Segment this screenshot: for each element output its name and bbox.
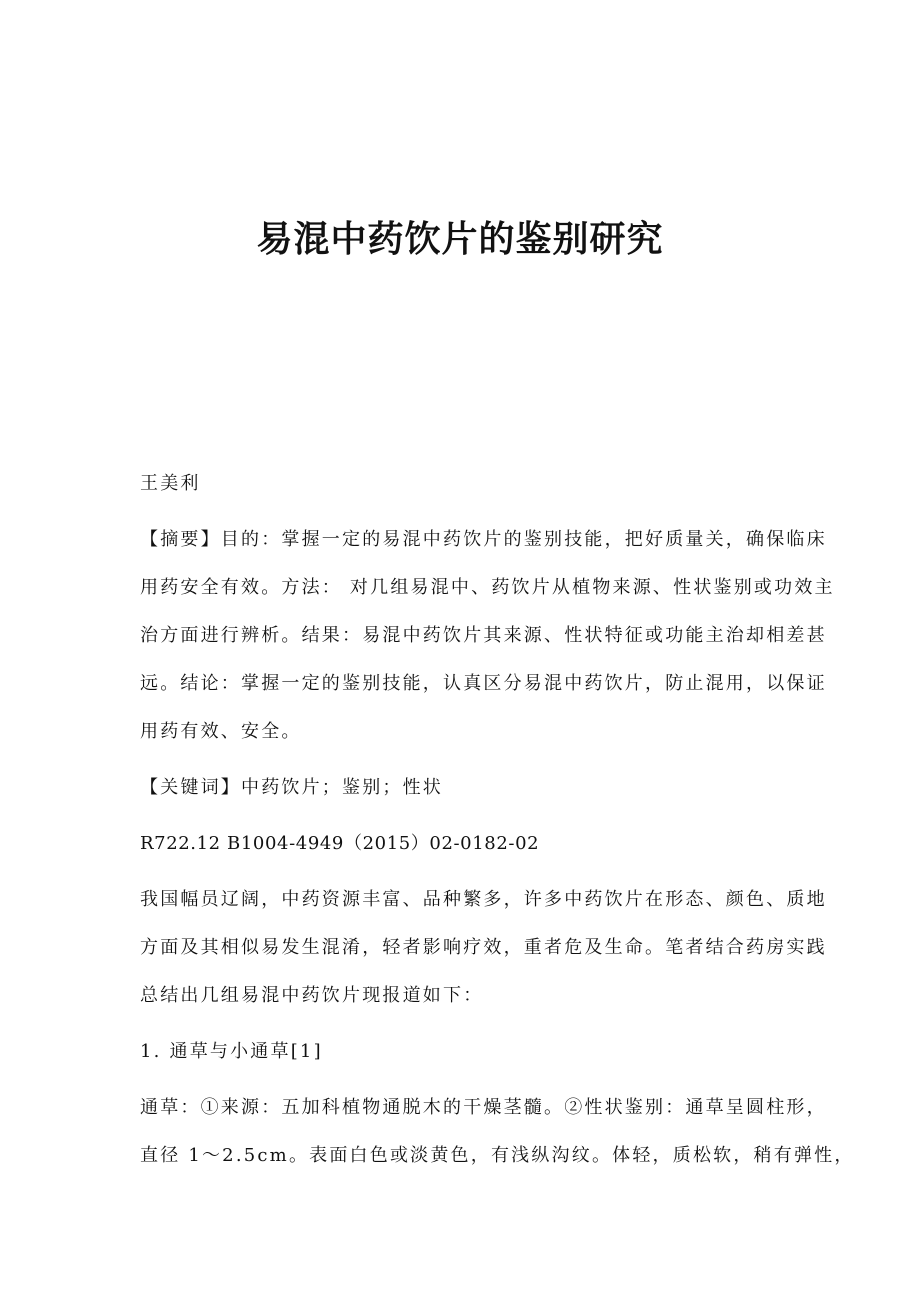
intro-line: 我国幅员辽阔，中药资源丰富、品种繁多，许多中药饮片在形态、颜色、质地 — [140, 889, 827, 910]
abstract-line: 用药有效、安全。 — [140, 721, 302, 742]
section-body-line: 直径 1～2.5cm。表面白色或淡黄色，有浅纵沟纹。体轻，质松软，稍有弹性， — [140, 1145, 855, 1166]
intro-line: 方面及其相似易发生混淆，轻者影响疗效，重者危及生命。笔者结合药房实践 — [140, 937, 827, 958]
paper-title: 易混中药饮片的鉴别研究 — [256, 219, 664, 260]
abstract-line: 治方面进行辨析。结果：易混中药饮片其来源、性状特征或功能主治却相差甚 — [140, 625, 827, 646]
classification-code: R722.12 B1004-4949（2015）02-0182-02 — [140, 833, 540, 854]
author-name: 王美利 — [140, 473, 201, 494]
abstract-line: 【摘要】目的：掌握一定的易混中药饮片的鉴别技能，把好质量关，确保临床 — [140, 529, 827, 550]
keywords: 【关键词】中药饮片；鉴别；性状 — [140, 777, 443, 798]
abstract-line: 用药安全有效。方法： 对几组易混中、药饮片从植物来源、性状鉴别或功效主 — [140, 577, 835, 598]
section-heading: 1. 通草与小通草[1] — [140, 1041, 323, 1062]
intro-line: 总结出几组易混中药饮片现报道如下： — [140, 985, 484, 1006]
abstract-line: 远。结论：掌握一定的鉴别技能，认真区分易混中药饮片，防止混用，以保证 — [140, 673, 827, 694]
section-body-line: 通草：①来源：五加科植物通脱木的干燥茎髓。②性状鉴别：通草呈圆柱形， — [140, 1097, 827, 1118]
